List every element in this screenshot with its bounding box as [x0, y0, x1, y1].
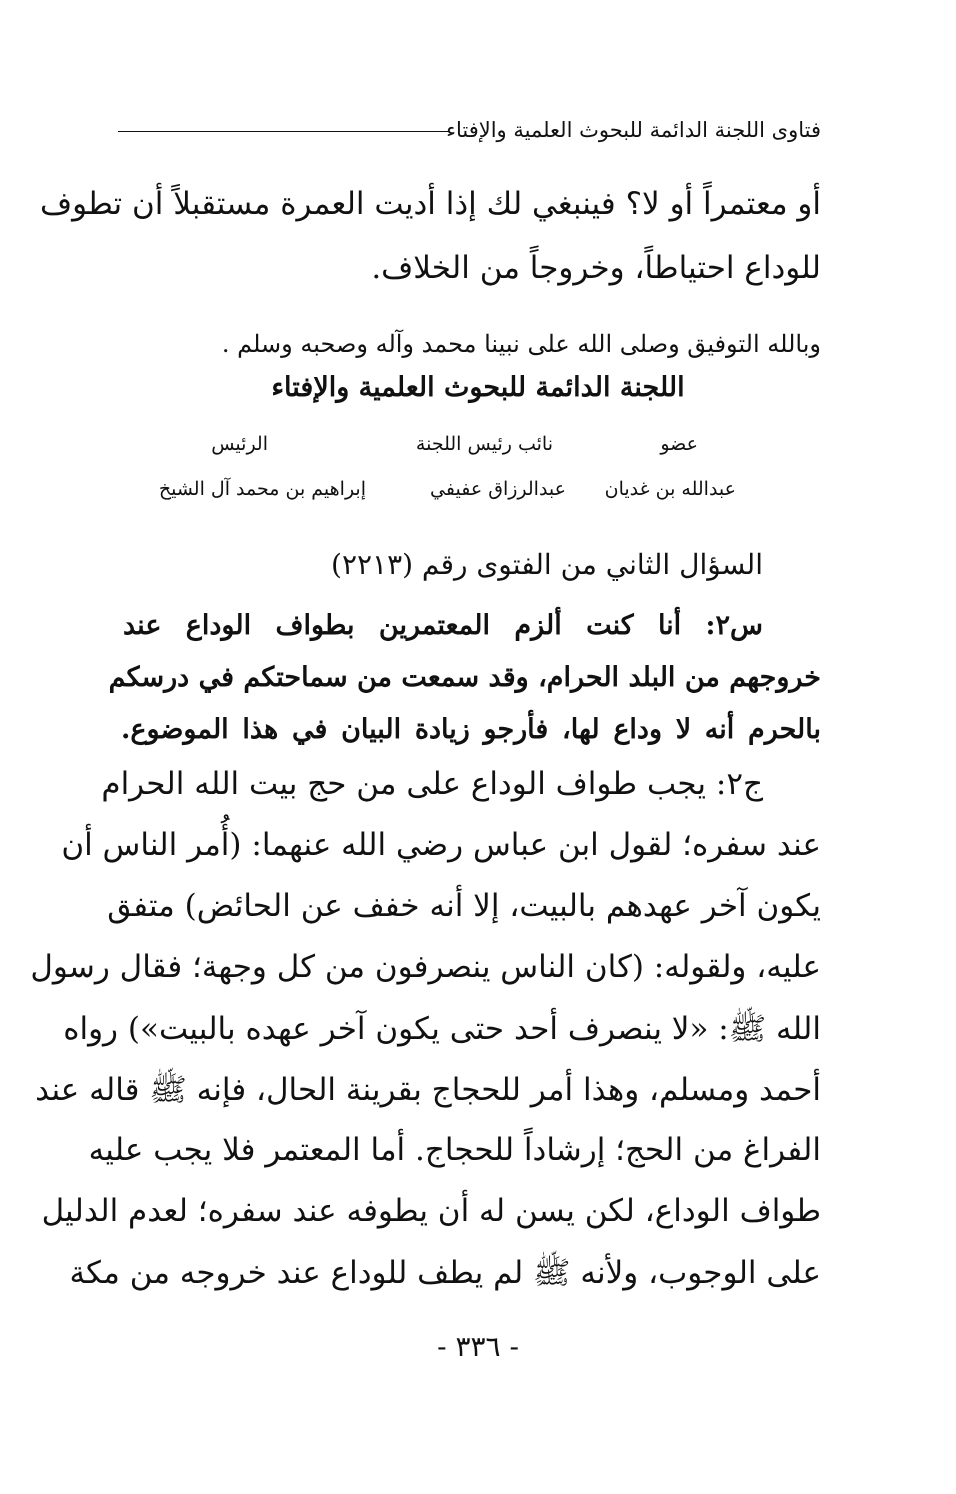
body-line: أو معتمراً أو لا؟ فينبغي لك إذا أديت العمرة مستقبلاً أن تطوف — [39, 186, 821, 222]
answer-line: الله ﷺ: «لا ينصرف أحد حتى يكون آخر عهده بالبيت») رواه — [63, 1011, 821, 1047]
answer-line: أحمد ومسلم، وهذا أمر للحجاج بقرينة الحال، فإنه ﷺ قاله عند — [35, 1072, 821, 1108]
signatory-name: عبدالرزاق عفيفي — [430, 478, 566, 500]
signatory-name: إبراهيم بن محمد آل الشيخ — [158, 478, 366, 500]
answer-line: عليه، ولقوله: (كان الناس ينصرفون من كل وجهة؛ فقال رسول — [30, 949, 821, 985]
committee-name: اللجنة الدائمة للبحوث العلمية والإفتاء — [271, 372, 685, 403]
body-line: للوداع احتياطاً، وخروجاً من الخلاف. — [371, 250, 821, 286]
closing-prayer: وبالله التوفيق وصلى الله على نبينا محمد وآله وصحبه وسلم . — [221, 330, 821, 358]
answer-line: الفراغ من الحج؛ إرشاداً للحجاج. أما المعتمر فلا يجب عليه — [88, 1132, 821, 1168]
running-header-title: فتاوى اللجنة الدائمة للبحوث العلمية والإفتاء — [446, 118, 821, 142]
question-line: خروجهم من البلد الحرام، وقد سمعت من سماحتكم في درسكم — [108, 662, 821, 693]
question-line: بالحرم أنه لا وداع لها، فأرجو زيادة البيان في هذا الموضوع. — [121, 714, 821, 745]
page-number: - ٣٣٦ - — [437, 1330, 519, 1363]
signatory-role: الرئيس — [211, 433, 268, 455]
answer-line: على الوجوب، ولأنه ﷺ لم يطف للوداع عند خروجه من مكة — [69, 1255, 821, 1291]
answer-line: يكون آخر عهدهم بالبيت، إلا أنه خفف عن الحائض) متفق — [107, 888, 821, 924]
answer-line: ج٢: يجب طواف الوداع على من حج بيت الله الحرام — [101, 766, 763, 802]
answer-line: طواف الوداع، لكن يسن له أن يطوفه عند سفره؛ لعدم الدليل — [41, 1193, 821, 1229]
signatory-name: عبدالله بن غديان — [604, 478, 736, 500]
question-line: س٢: أنا كنت ألزم المعتمرين بطواف الوداع عند — [123, 610, 763, 641]
question-title: السؤال الثاني من الفتوى رقم (٢٢١٣) — [331, 548, 763, 581]
header-rule — [118, 131, 448, 132]
signatory-role: نائب رئيس اللجنة — [415, 433, 553, 455]
signatory-role: عضو — [660, 433, 698, 455]
answer-line: عند سفره؛ لقول ابن عباس رضي الله عنهما: (أُمر الناس أن — [61, 827, 821, 863]
